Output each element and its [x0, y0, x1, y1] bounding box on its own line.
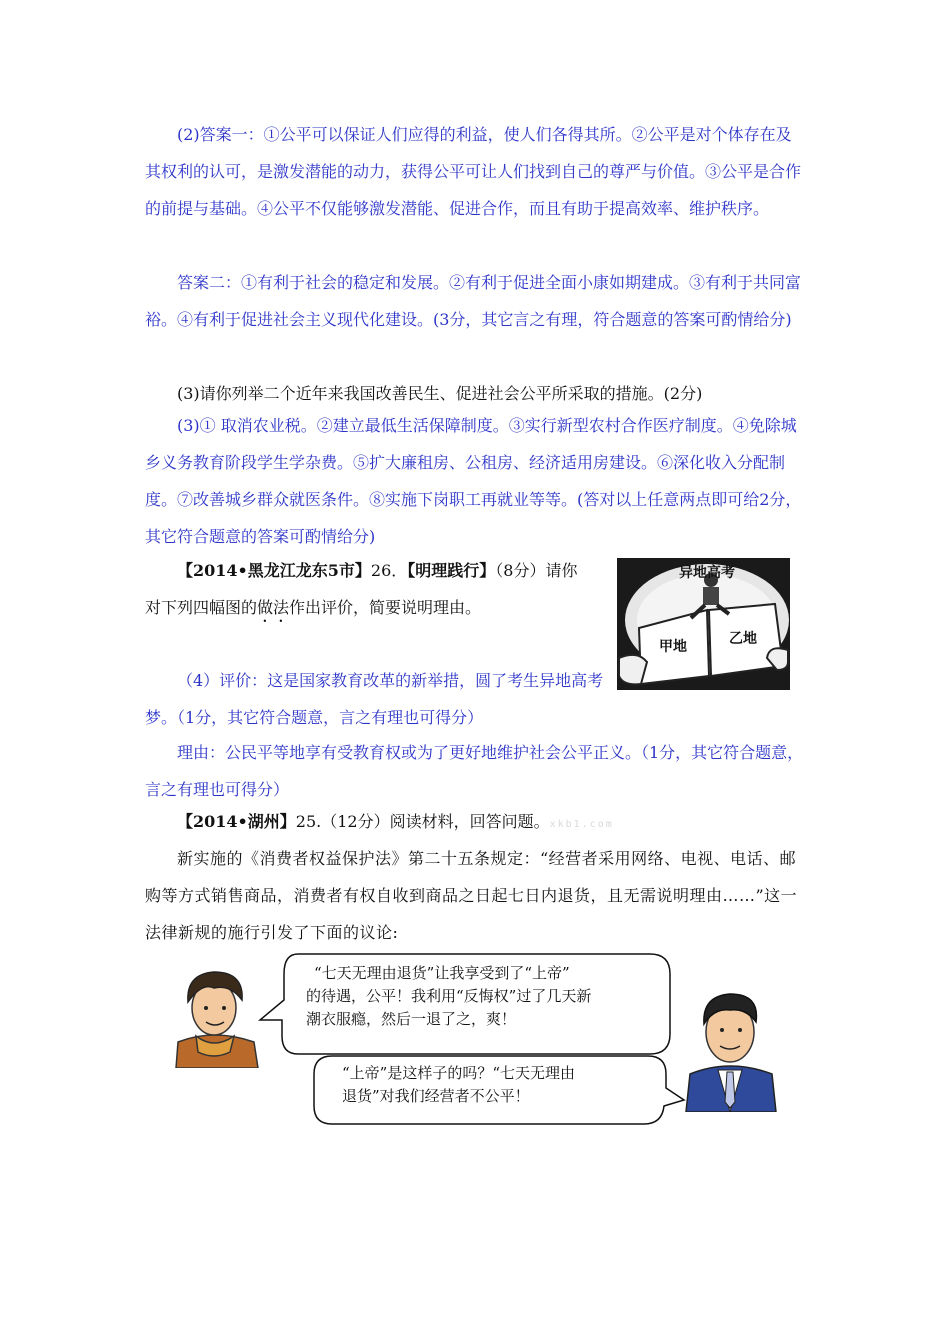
young-man-cartoon [168, 966, 260, 1068]
illustration-right-label: 乙地 [729, 631, 757, 647]
question-25-material: 新实施的《消费者权益保护法》第二十五条规定：“经营者采用网络、电视、电话、邮购等方式销售商品，消费者有权自收到商品之日起七日内退货，且无需说明理由……”这一法律新规的施行引发了下面的议论: [145, 849, 798, 942]
watermark: xkb1.com [549, 819, 614, 830]
speech-bubble-1-line-1: “七天无理由退货”让我享受到了“上帝” [314, 964, 570, 982]
answer-3: (3)① 取消农业税。②建立最低生活保障制度。③实行新型农村合作医疗制度。④免除城乡义务教育阶段学生学杂费。⑤扩大廉租房、公租房、经济适用房建设。⑥深化收入分配制度。⑦改善城乡群众就医条件。⑧实施下岗职工再就业等等。(答对以上任意两点即可给2分，其它符合题意的答案可酌情给分) [145, 416, 802, 546]
young-man-drawing [168, 966, 260, 1068]
speech-bubble-2-line-2: 退货”对我们经营者不公平！ [342, 1087, 530, 1105]
speech-bubble-1-line-3: 潮衣服瘾，然后一退了之，爽！ [306, 1010, 517, 1028]
question-26-text: 对下列四幅图的 [145, 598, 258, 617]
answer-26-evaluation: （4）评价：这是国家教育改革的新举措，圆了考生异地高考梦。（1分，其它符合题意，言之有理也可得分） [145, 671, 604, 727]
question-26-score: （8分）请你 [495, 561, 578, 580]
illustration-left-label: 甲地 [659, 639, 687, 655]
speech-bubble-1 [258, 950, 674, 1058]
question-26-text-end: 作出评价，简要说明理由。 [289, 598, 482, 617]
businessman-drawing [682, 984, 778, 1112]
answer-26-reason: 理由：公民平等地享有受教育权或为了更好地维护社会公平正义。（1分，其它符合题意，言之有理也可得分） [145, 743, 804, 799]
remote-exam-illustration [617, 558, 790, 690]
question-25-heading [145, 803, 807, 843]
speech-bubble-1-line-2: 的待遇，公平！我利用“反悔权”过了几天新 [306, 987, 592, 1005]
question-26-line-1 [145, 552, 607, 589]
answer-2-part-a: (2)答案一：①公平可以保证人们应得的利益，使人们各得其所。②公平是对个体存在及其权利的认可，是激发潜能的动力，获得公平可让人们找到自己的尊严与价值。③公平是合作的前提与基础。④公平不仅能够激发潜能、促进合作，而且有助于提高效率、维护秩序。 [145, 125, 802, 218]
illustration-title: 异地高考 [679, 565, 735, 581]
speech-bubble-2 [310, 1052, 686, 1128]
question-25-text: 25.（12分）阅读材料，回答问题。 [295, 812, 550, 831]
question-26 [145, 552, 607, 626]
question-25-source: 【2014•湖州】 [177, 812, 296, 831]
question-26-line-2 [145, 589, 607, 626]
question-26-number: 26． [370, 561, 408, 580]
speech-bubble-2-line-1: “上帝”是这样子的吗？“七天无理由 [342, 1064, 576, 1082]
question-26-tag: 【明理践行】 [407, 561, 496, 580]
question-3: (3)请你列举二个近年来我国改善民生、促进社会公平所采取的措施。(2分) [177, 384, 703, 403]
question-26-emphasis: 做法 [257, 598, 290, 617]
businessman-cartoon [682, 984, 778, 1112]
question-26-source: 【2014•黑龙江龙东5市】 [177, 561, 371, 580]
answer-2-part-b: 答案二：①有利于社会的稳定和发展。②有利于促进全面小康如期建成。③有利于共同富裕。④有利于促进社会主义现代化建设。(3分，其它言之有理，符合题意的答案可酌情给分) [145, 273, 802, 329]
